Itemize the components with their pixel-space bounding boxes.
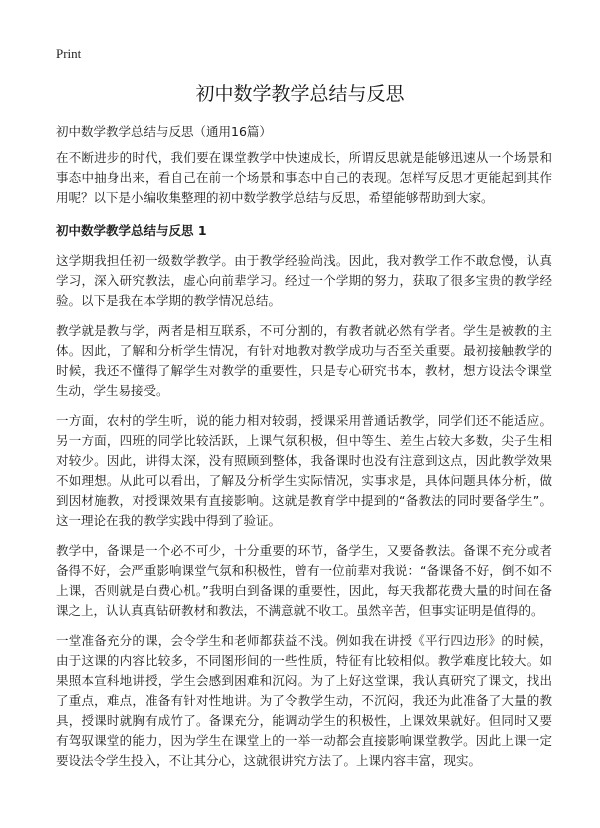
document-subtitle: 初中数学教学总结与反思（通用16篇） — [56, 124, 272, 139]
document-body — [56, 148, 552, 781]
body-paragraph: 一堂准备充分的课，会令学生和老师都获益不浅。例如我在讲授《平行四边形》的时候，由于这课的内容比较多，不同图形间的一些性质，特征有比较相似。教学难度比较大。如果照本宣科地讲授，学生会感到困难和沉闷。为了上好这堂课，我认真研究了课文，找出了重点，难点，准备有针对性地讲。为了令教学生动，不沉闷，我还为此准备了大量的教具，授课时就胸有成竹了。备课充分，能调动学生的积极性，上课效果就好。但同时又要有驾驭课堂的能力，因为学生在课堂上的一举一动都会直接影响课堂教学。因此上课一定要设法令学生投入，不让其分心，这就很讲究方法了。上课内容丰富，现实。 — [56, 633, 552, 768]
intro-paragraph: 在不断进步的时代，我们要在课堂教学中快速成长，所谓反思就是能够迅速从一个场景和事态中抽身出来，看自己在前一个场景和事态中自己的表现。怎样写反思才更能起到其作用呢？以下是小编收集整理的初中数学教学总结与反思，希望能够帮助到大家。 — [56, 150, 552, 205]
page-title: 初中数学教学总结与反思 — [195, 83, 405, 105]
body-paragraph: 教学就是教与学，两者是相互联系，不可分割的，有教者就必然有学者。学生是被教的主体。因此，了解和分析学生情况，有针对地教对教学成功与否至关重要。最初接触教学的时候，我还不懂得了解学生对教学的重要性，只是专心研究书本，教材，想方设法令课堂生动，学生易接受。 — [56, 323, 552, 398]
body-paragraph: 教学中，备课是一个必不可少，十分重要的环节，备学生，又要备教法。备课不充分或者备得不好，会严重影响课堂气氛和积极性，曾有一位前辈对我说：“备课备不好，倒不如不上课，否则就是白费心机。”我明白到备课的重要性，因此，每天我都花费大量的时间在备课之上，认认真真钻研教材和教法，不满意就不收工。虽然辛苦，但事实证明是值得的。 — [56, 543, 552, 618]
body-paragraph: 一方面，农村的学生听，说的能力相对较弱，授课采用普通话教学，同学们还不能适应。另一方面，四班的同学比较活跃，上课气氛积极，但中等生、差生占较大多数，尖子生相对较少。因此，讲得太深，没有照顾到整体，我备课时也没有注意到这点，因此教学效果不如理想。从此可以看出，了解及分析学生实际情况，实事求是，具体问题具体分析，做到因材施教，对授课效果有直接影响。这就是教育学中提到的“备教法的同时要备学生”。这一理论在我的教学实践中得到了验证。 — [56, 413, 552, 528]
section-heading: 初中数学教学总结与反思 1 — [56, 223, 207, 238]
body-paragraph: 这学期我担任初一级数学教学。由于教学经验尚浅。因此，我对教学工作不敢怠慢，认真学习，深入研究教法，虚心向前辈学习。经过一个学期的努力，获取了很多宝贵的教学经验。以下是我在本学期的教学情况总结。 — [56, 253, 552, 308]
print-link[interactable]: Print — [56, 46, 82, 61]
